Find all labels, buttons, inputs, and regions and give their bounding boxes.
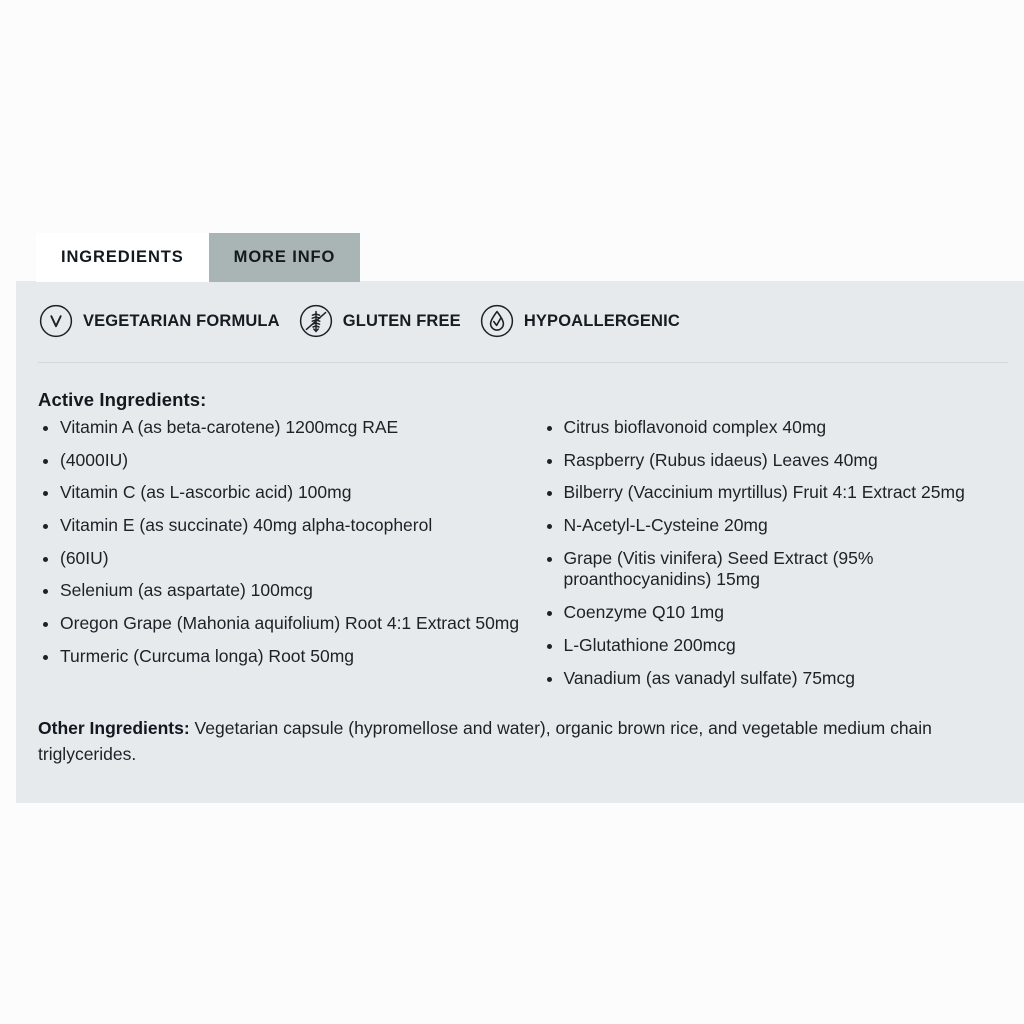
badge-vegetarian-formula-label: VEGETARIAN FORMULA — [83, 311, 280, 330]
list-item: Vitamin A (as beta-carotene) 1200mcg RAE — [38, 417, 526, 439]
badge-vegetarian-formula — [38, 303, 280, 339]
attribute-badge-row — [38, 303, 680, 339]
other-ingredients — [38, 715, 1018, 768]
list-item: Citrus bioflavonoid complex 40mg — [542, 417, 1014, 439]
section-divider — [38, 362, 1008, 363]
vegetarian-circle-v-icon — [38, 303, 74, 339]
badge-gluten-free — [298, 303, 461, 339]
list-item: (4000IU) — [38, 450, 526, 472]
list-item: Raspberry (Rubus idaeus) Leaves 40mg — [542, 450, 1014, 472]
tab-ingredients-label: INGREDIENTS — [61, 248, 184, 266]
badge-hypoallergenic-label: HYPOALLERGENIC — [523, 311, 680, 330]
ingredient-list-left — [38, 417, 526, 668]
ingredient-list-right — [542, 417, 1014, 689]
list-item: Vanadium (as vanadyl sulfate) 75mcg — [542, 668, 1014, 690]
ingredients-column-right — [526, 417, 1014, 700]
tab-bar — [36, 233, 360, 282]
tab-more-info-label: MORE INFO — [233, 248, 336, 266]
ingredients-content — [38, 389, 1013, 700]
list-item: Vitamin C (as L-ascorbic acid) 100mg — [38, 482, 526, 504]
list-item: Coenzyme Q10 1mg — [542, 602, 1014, 624]
list-item: N-Acetyl-L-Cysteine 20mg — [542, 515, 1014, 537]
other-ingredients-label: Other Ingredients: — [38, 718, 190, 738]
list-item: Selenium (as aspartate) 100mcg — [38, 580, 526, 602]
wheat-crossed-out-icon — [298, 303, 334, 339]
tab-more-info[interactable] — [209, 233, 361, 282]
ingredients-columns — [38, 417, 1013, 700]
badge-gluten-free-label: GLUTEN FREE — [342, 311, 461, 330]
droplet-check-icon — [479, 303, 515, 339]
list-item: L-Glutathione 200mcg — [542, 635, 1014, 657]
list-item: Oregon Grape (Mahonia aquifolium) Root 4:1 Extract 50mg — [38, 613, 526, 635]
badge-hypoallergenic — [479, 303, 680, 339]
ingredients-panel — [16, 281, 1024, 803]
list-item: Grape (Vitis vinifera) Seed Extract (95% proanthocyanidins) 15mg — [542, 548, 1014, 591]
list-item: Turmeric (Curcuma longa) Root 50mg — [38, 646, 526, 668]
other-ingredients-text: Vegetarian capsule (hypromellose and water), organic brown rice, and vegetable medium chain triglycerides. — [38, 718, 932, 765]
list-item: (60IU) — [38, 548, 526, 570]
list-item: Vitamin E (as succinate) 40mg alpha-tocopherol — [38, 515, 526, 537]
ingredients-column-left — [38, 417, 526, 679]
active-ingredients-heading: Active Ingredients: — [38, 389, 207, 410]
list-item: Bilberry (Vaccinium myrtillus) Fruit 4:1 Extract 25mg — [542, 482, 1014, 504]
tab-ingredients[interactable] — [36, 233, 209, 282]
